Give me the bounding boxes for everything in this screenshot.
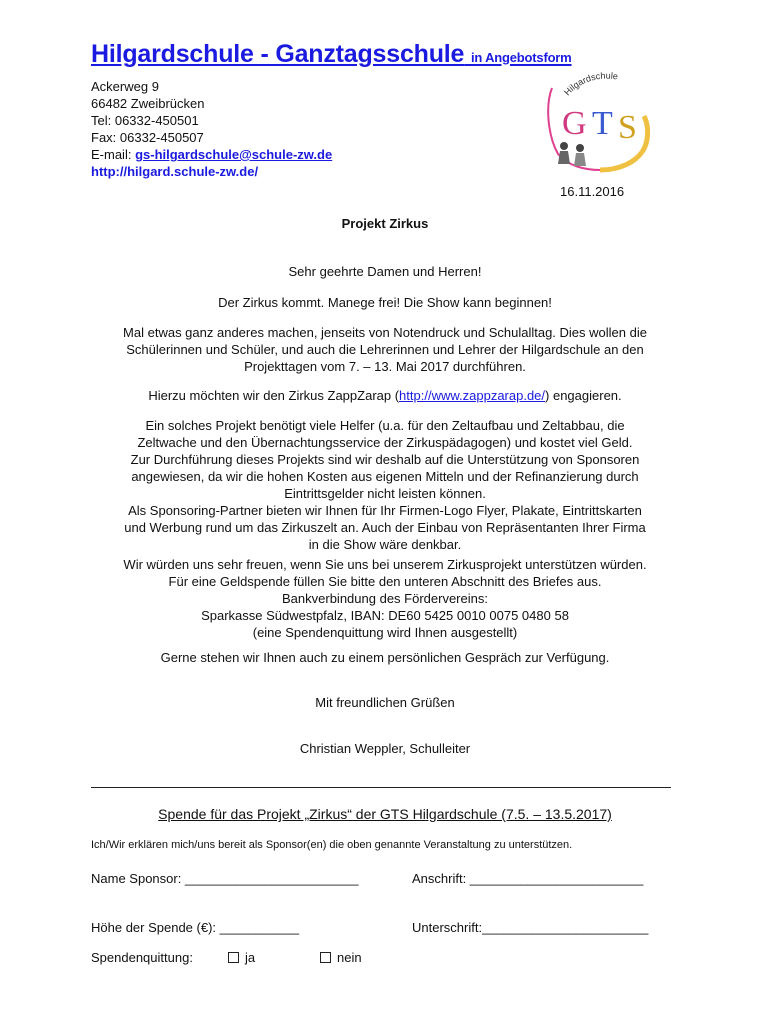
zappzarap-link[interactable]: http://www.zappzarap.de/ bbox=[399, 388, 546, 403]
text-line: Projekttagen vom 7. – 13. Mai 2017 durchführen. bbox=[244, 359, 526, 374]
signature-name: Christian Weppler, Schulleiter bbox=[299, 741, 471, 756]
text-line: Mal etwas ganz anderes machen, jenseits von Notendruck und Schulalltag. Dies wollen die bbox=[123, 325, 647, 340]
paragraph-sponsoring bbox=[60, 417, 710, 553]
no-label: nein bbox=[337, 950, 362, 965]
logo-arc-text: Hilgardschule bbox=[562, 70, 619, 98]
paragraph-donation bbox=[60, 556, 710, 641]
paragraph-circus bbox=[60, 387, 710, 404]
text-line: Bankverbindung des Fördervereins: bbox=[282, 591, 488, 606]
email-label: E-mail: bbox=[91, 147, 132, 162]
website-link[interactable]: http://hilgard.schule-zw.de/ bbox=[91, 164, 259, 179]
text-line: Schülerinnen und Schüler, und auch die Lehrerinnen und Lehrer der Hilgardschule an den bbox=[126, 342, 644, 357]
text-line: Zur Durchführung dieses Projekts sind wir deshalb auf die Unterstützung von Sponsoren bbox=[130, 452, 640, 467]
logo-letter-g: G bbox=[562, 105, 587, 142]
cut-line-divider bbox=[91, 787, 671, 788]
paragraph-intro: Der Zirkus kommt. Manege frei! Die Show kann beginnen! bbox=[218, 295, 552, 310]
text-line: Zeltwache und den Übernachtungsservice der Zirkuspädagogen) und kostet viel Geld. bbox=[137, 435, 633, 450]
text-line: Als Sponsoring-Partner bieten wir Ihnen für Ihr Firmen-Logo Flyer, Plakate, Eintrittskarten bbox=[128, 503, 642, 518]
text-line: Sparkasse Südwestpfalz, IBAN: DE60 5425 0010 0075 0480 58 bbox=[201, 608, 569, 623]
text-line: in die Show wäre denkbar. bbox=[308, 537, 462, 552]
receipt-yes-option[interactable] bbox=[228, 950, 255, 965]
checkbox-yes[interactable] bbox=[228, 952, 239, 963]
text-fragment: ) engagieren. bbox=[545, 388, 622, 403]
email-line bbox=[91, 146, 332, 163]
sponsor-name-field[interactable]: Name Sponsor: ________________________ bbox=[91, 871, 359, 886]
closing: Mit freundlichen Grüßen bbox=[315, 695, 455, 710]
text-line: Wir würden uns sehr freuen, wenn Sie uns bei unserem Zirkusprojekt unterstützen würden. bbox=[123, 557, 647, 572]
paragraph-contact: Gerne stehen wir Ihnen auch zu einem persönlichen Gespräch zur Verfügung. bbox=[160, 650, 610, 665]
school-name: Hilgardschule - Ganztagsschule bbox=[91, 40, 465, 68]
donation-form-title: Spende für das Projekt „Zirkus“ der GTS Hilgardschule (7.5. – 13.5.2017) bbox=[158, 806, 612, 822]
school-title bbox=[91, 40, 572, 69]
logo-letter-t: T bbox=[592, 105, 613, 142]
address-line-city: 66482 Zweibrücken bbox=[91, 96, 205, 111]
text-line: angewiesen, da wir die hohen Kosten aus eigenen Mitteln und der Refinanzierung durch bbox=[131, 469, 639, 484]
sponsor-declaration: Ich/Wir erklären mich/uns bereit als Sponsor(en) die oben genannte Veranstaltung zu unterstützen. bbox=[91, 839, 573, 851]
receipt-no-option[interactable] bbox=[320, 950, 362, 965]
email-link[interactable]: gs-hilgardschule@schule-zw.de bbox=[135, 147, 333, 162]
receipt-label: Spendenquittung: bbox=[91, 950, 193, 965]
signature-field[interactable]: Unterschrift:_______________________ bbox=[412, 920, 649, 935]
address-line-street: Ackerweg 9 bbox=[91, 79, 159, 94]
text-line: (eine Spendenquittung wird Ihnen ausgestellt) bbox=[252, 625, 518, 640]
donation-amount-field[interactable]: Höhe der Spende (€): ___________ bbox=[91, 920, 300, 935]
children-figures-icon bbox=[558, 142, 586, 166]
text-line: Für eine Geldspende füllen Sie bitte den unteren Abschnitt des Briefes aus. bbox=[168, 574, 602, 589]
text-fragment: Hierzu möchten wir den Zirkus ZappZarap ( bbox=[148, 388, 400, 403]
letter-subject: Projekt Zirkus bbox=[341, 216, 429, 231]
paragraph-project bbox=[60, 324, 710, 375]
text-line: und Werbung rund um das Zirkuszelt an. Auch der Einbau von Repräsentanten Ihrer Firma bbox=[124, 520, 646, 535]
fax-line: Fax: 06332-450507 bbox=[91, 130, 204, 145]
text-line: Eintrittsgelder nicht leisten können. bbox=[284, 486, 486, 501]
logo-letter-s: S bbox=[618, 109, 637, 146]
school-logo bbox=[540, 66, 660, 176]
salutation: Sehr geehrte Damen und Herren! bbox=[288, 264, 482, 279]
website-line bbox=[91, 163, 258, 180]
text-line: Ein solches Projekt benötigt viele Helfer (u.a. für den Zeltaufbau und Zeltabbau, die bbox=[145, 418, 625, 433]
letter-date: 16.11.2016 bbox=[560, 184, 625, 199]
sponsor-address-field[interactable]: Anschrift: ________________________ bbox=[412, 871, 644, 886]
checkbox-no[interactable] bbox=[320, 952, 331, 963]
yes-label: ja bbox=[245, 950, 256, 965]
title-suffix: in Angebotsform bbox=[471, 50, 572, 65]
phone-line: Tel: 06332-450501 bbox=[91, 113, 199, 128]
